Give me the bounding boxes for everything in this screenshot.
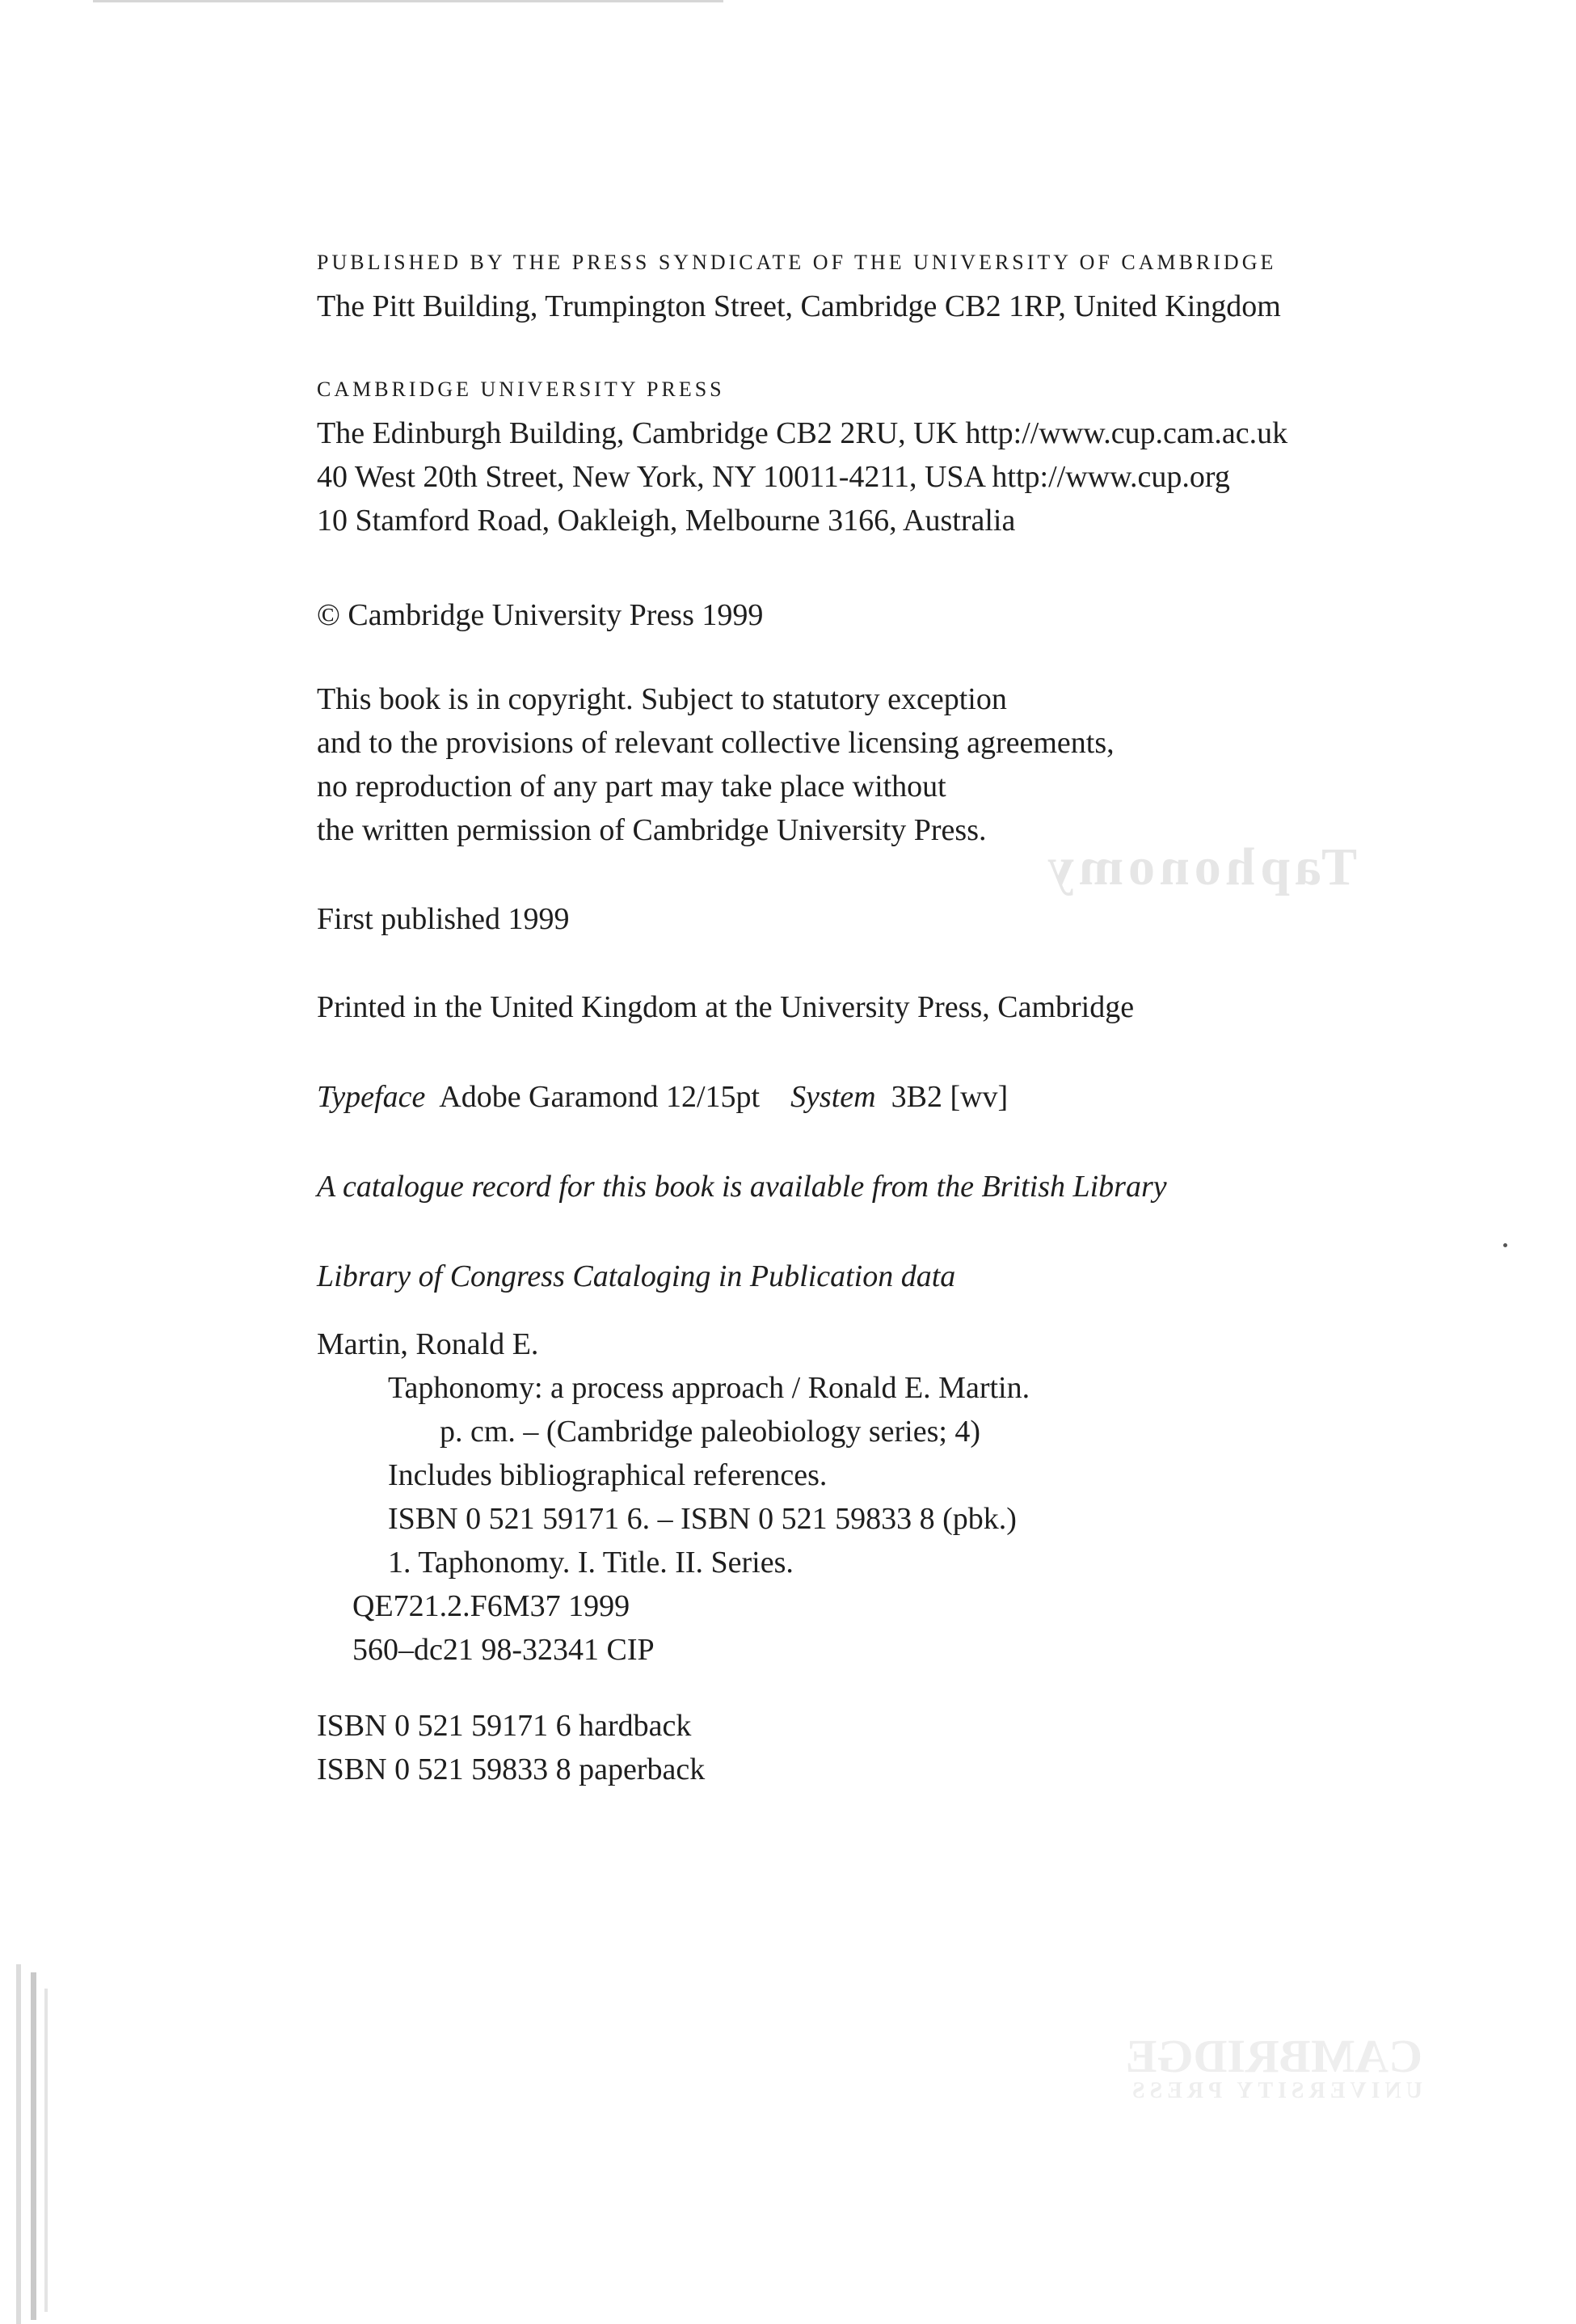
isbn-hardback: ISBN 0 521 59171 6 hardback: [317, 1709, 692, 1743]
typeface-line: [317, 1075, 1448, 1119]
british-library-block: [317, 1165, 1448, 1208]
cip-series: p. cm. – (Cambridge paleobiology series; 4): [440, 1415, 981, 1449]
address-line: 40 West 20th Street, New York, NY 10011-4211, USA http://www.cup.org: [317, 460, 1230, 494]
system-value: 3B2 [wv]: [891, 1080, 1009, 1114]
syndicate-address: The Pitt Building, Trumpington Street, Cambridge CB2 1RP, United Kingdom: [317, 289, 1281, 323]
statement-line: and to the provisions of relevant collective licensing agreements,: [317, 726, 1115, 760]
address-line: 10 Stamford Road, Oakleigh, Melbourne 3166, Australia: [317, 504, 1016, 538]
press-block: [317, 368, 1448, 542]
show-through-logo: CAMBRIDGE UNIVERSITY PRESS: [1125, 2030, 1422, 2103]
cip-author: Martin, Ronald E.: [317, 1327, 539, 1361]
british-library-record: A catalogue record for this book is available from the British Library: [317, 1170, 1167, 1204]
cip-classification: QE721.2.F6M37 1999: [352, 1589, 630, 1623]
syndicate-line: PUBLISHED BY THE PRESS SYNDICATE OF THE UNIVERSITY OF CAMBRIDGE: [317, 251, 1277, 274]
loc-heading: Library of Congress Cataloging in Publication data: [317, 1259, 956, 1293]
address-line: The Edinburgh Building, Cambridge CB2 2RU, UK http://www.cup.cam.ac.uk: [317, 416, 1288, 450]
cip-title: Taphonomy: a process approach / Ronald E. Martin.: [388, 1371, 1030, 1405]
loc-block: [317, 1255, 1448, 1298]
statement-line: no reproduction of any part may take place without: [317, 770, 946, 803]
statement-line: This book is in copyright. Subject to statutory exception: [317, 682, 1007, 716]
cip-references: Includes bibliographical references.: [388, 1458, 828, 1492]
typeface-value: Adobe Garamond 12/15pt: [439, 1080, 761, 1114]
typeface-label: Typeface: [317, 1080, 426, 1114]
show-through-text: Taphonomy: [1043, 837, 1358, 896]
system-label: System: [790, 1080, 876, 1114]
cip-block: [317, 1322, 1448, 1672]
typeface-block: [317, 1075, 1448, 1119]
printed-block: [317, 985, 1448, 1029]
cip-subjects: 1. Taphonomy. I. Title. II. Series.: [388, 1546, 794, 1580]
copyright-notice: © Cambridge University Press 1999: [317, 598, 764, 632]
first-published: First published 1999: [317, 902, 570, 936]
cip-isbn: ISBN 0 521 59171 6. – ISBN 0 521 59833 8 (pbk.): [388, 1502, 1017, 1536]
page-top-rule: [93, 0, 723, 2]
copyright-notice-block: [317, 593, 1448, 637]
publisher-block: [317, 241, 1448, 328]
cip-dewey: 560–dc21 98-32341 CIP: [352, 1633, 655, 1667]
copyright-statement: [317, 677, 1448, 852]
isbn-block: [317, 1704, 1448, 1791]
binding-edge-marks: [0, 1964, 61, 2324]
scan-speck: [1503, 1243, 1507, 1247]
first-published-block: [317, 897, 1448, 941]
statement-line: the written permission of Cambridge University Press.: [317, 813, 987, 847]
printed-line: Printed in the United Kingdom at the University Press, Cambridge: [317, 990, 1135, 1024]
press-name: CAMBRIDGE UNIVERSITY PRESS: [317, 377, 725, 401]
isbn-paperback: ISBN 0 521 59833 8 paperback: [317, 1752, 706, 1786]
